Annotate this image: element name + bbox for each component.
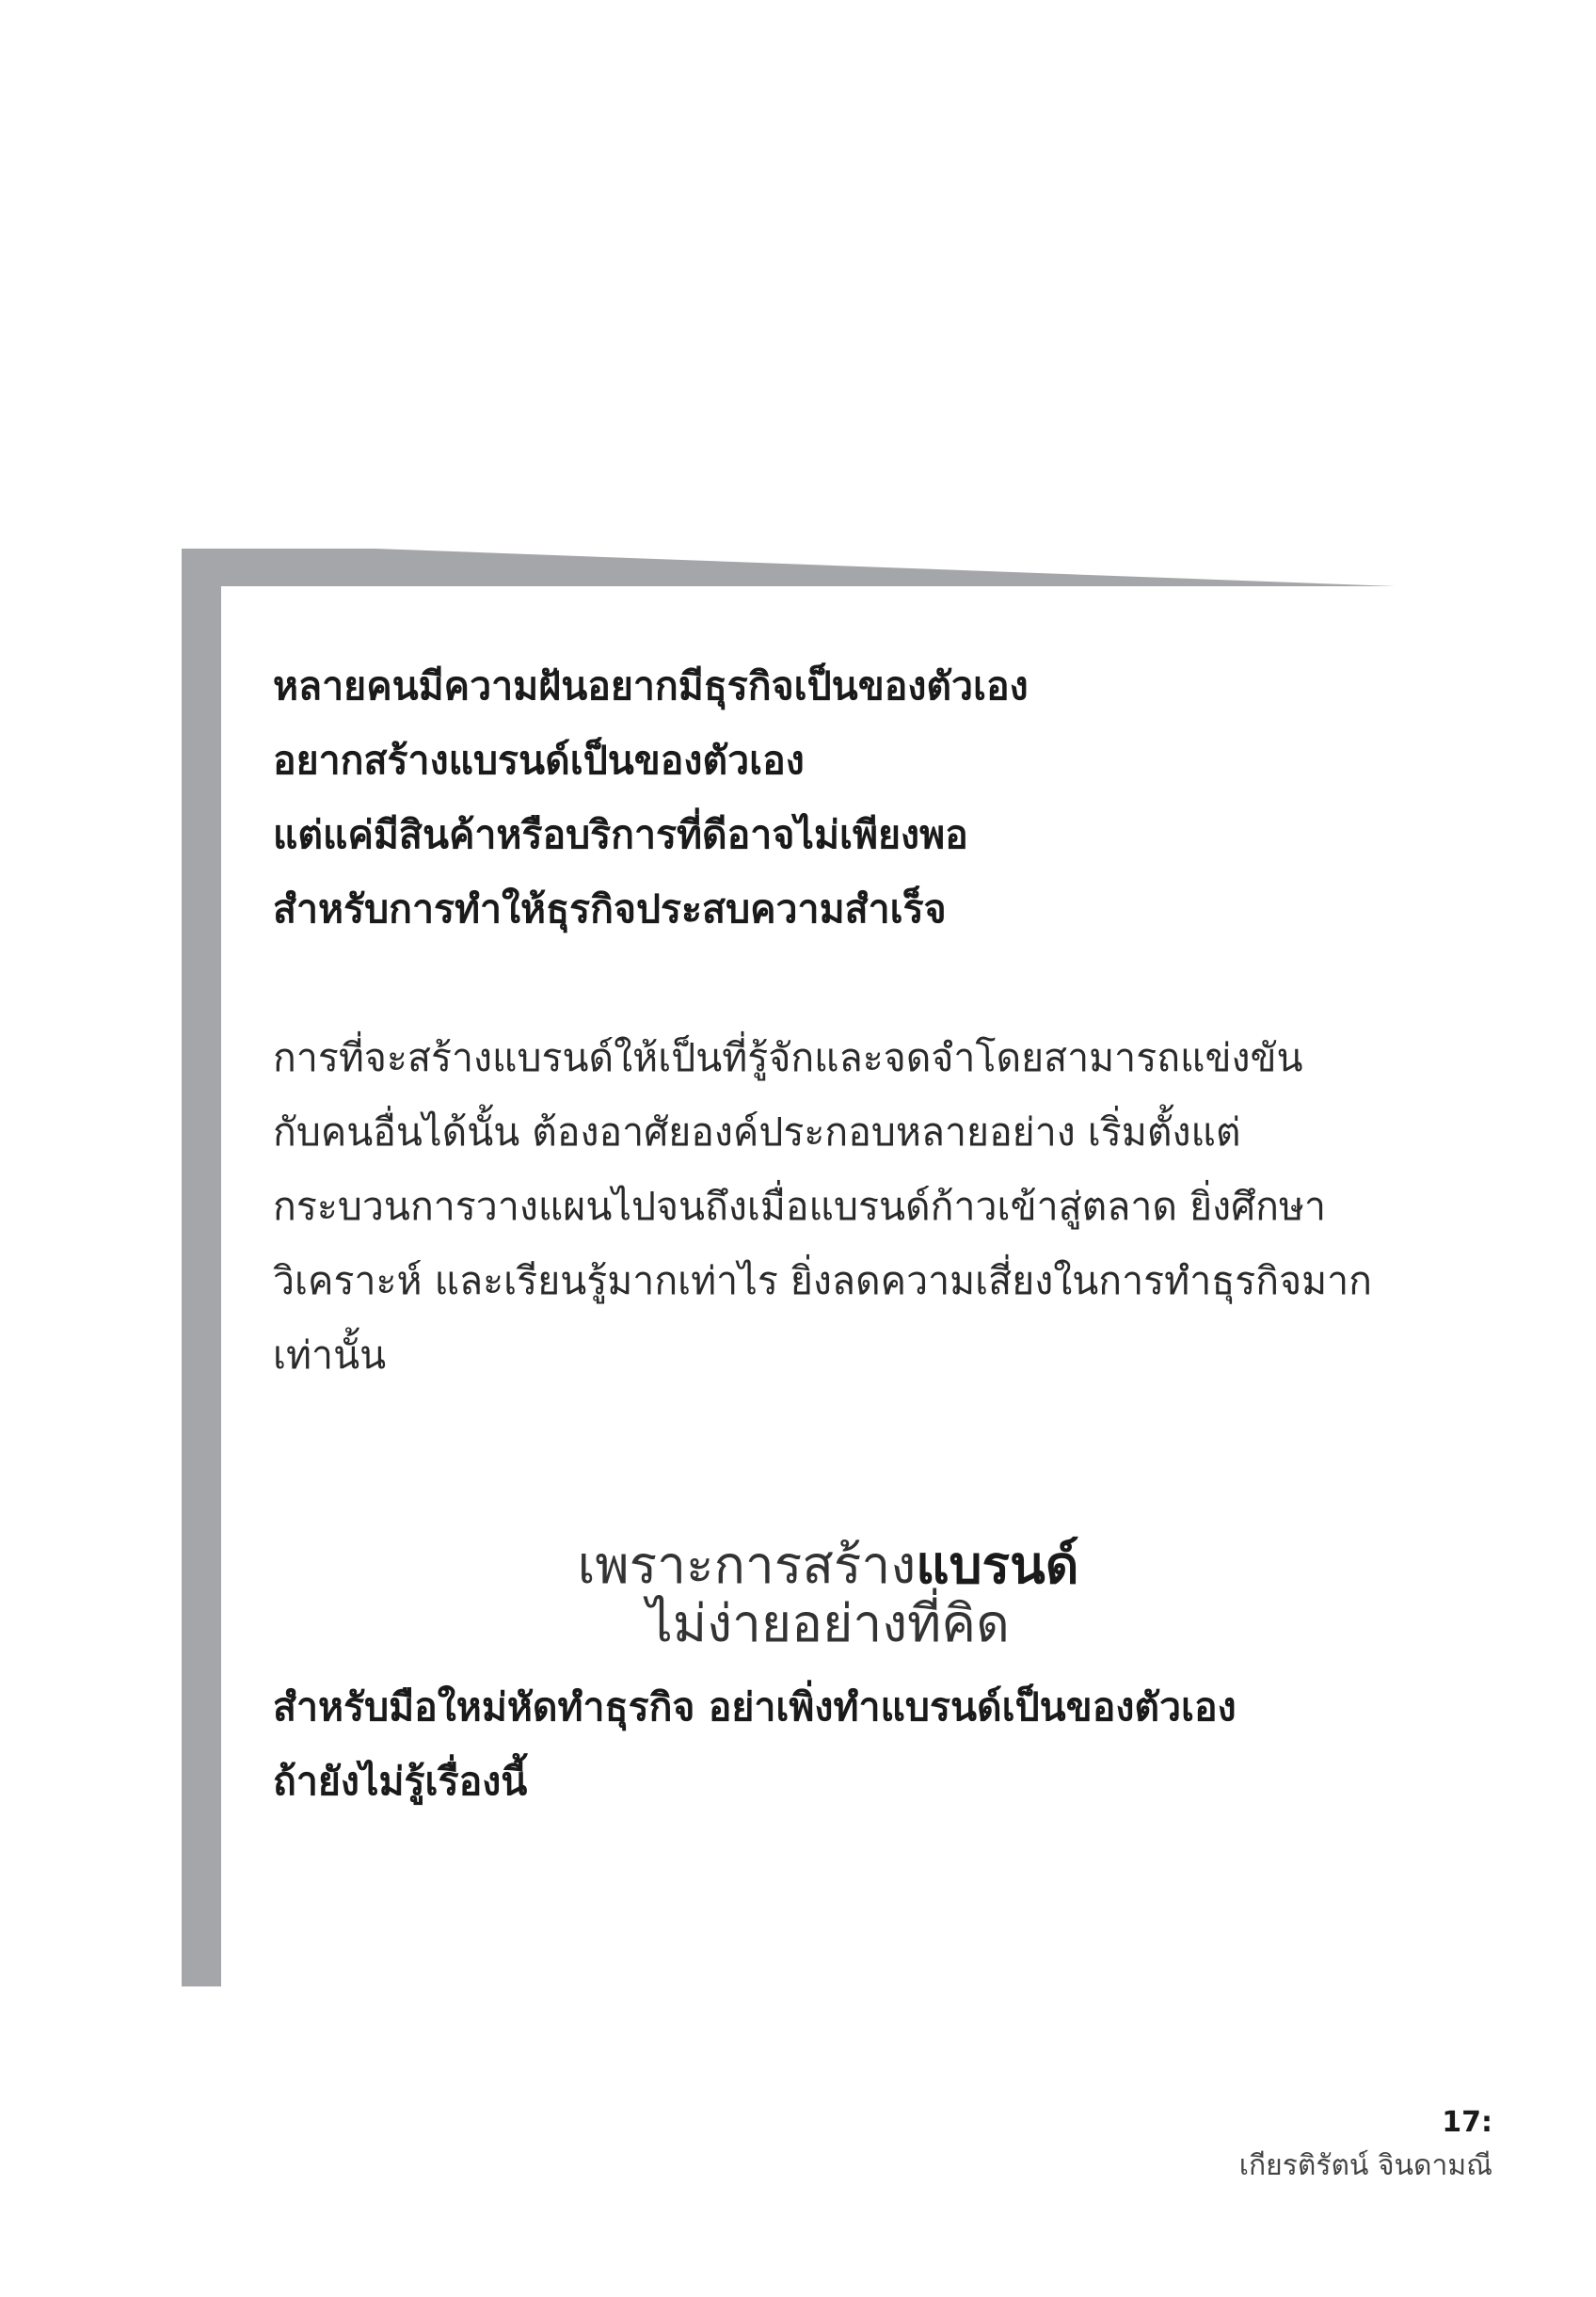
frame-left-bar bbox=[182, 549, 221, 1986]
intro-line: แต่แค่มีสินค้าหรือบริการที่ดีอาจไม่เพียงพอ bbox=[273, 812, 968, 857]
closing-line: ถ้ายังไม่รู้เรื่องนี้ bbox=[273, 1759, 528, 1804]
body-line: เท่านั้น bbox=[273, 1332, 387, 1378]
frame-top-bar bbox=[182, 549, 1396, 586]
intro-line: หลายคนมีความฝันอยากมีธุรกิจเป็นของตัวเอง bbox=[273, 663, 1029, 709]
tagline-regular-text: เพราะการสร้าง bbox=[577, 1535, 917, 1595]
closing-line: สำหรับมือใหม่หัดทำธุรกิจ อย่าเพิ่งทำแบรนด์เป็นของตัวเอง bbox=[273, 1684, 1237, 1730]
tagline-line-1 bbox=[273, 1536, 1383, 1594]
page-number: 17: bbox=[1442, 2106, 1492, 2139]
body-line: กับคนอื่นได้นั้น ต้องอาศัยองค์ประกอบหลายอย่าง เริ่มตั้งแต่ bbox=[273, 1109, 1241, 1155]
intro-line: อยากสร้างแบรนด์เป็นของตัวเอง bbox=[273, 738, 805, 783]
body-paragraph bbox=[273, 1021, 1372, 1393]
tagline bbox=[273, 1536, 1383, 1652]
body-line: กระบวนการวางแผนไปจนถึงเมื่อแบรนด์ก้าวเข้าสู่ตลาด ยิ่งศึกษา bbox=[273, 1184, 1327, 1229]
author-name: เกียรติรัตน์ จินดามณี bbox=[1238, 2149, 1492, 2182]
closing-paragraph bbox=[273, 1670, 1237, 1819]
tagline-bold-text: แบรนด์ bbox=[916, 1535, 1079, 1595]
tagline-line-2: ไม่ง่ายอย่างที่คิด bbox=[646, 1593, 1010, 1653]
body-line: วิเคราะห์ และเรียนรู้มากเท่าไร ยิ่งลดความเสี่ยงในการทำธุรกิจมาก bbox=[273, 1258, 1372, 1303]
body-line: การที่จะสร้างแบรนด์ให้เป็นที่รู้จักและจดจำโดยสามารถแข่งขัน bbox=[273, 1035, 1303, 1080]
intro-paragraph bbox=[273, 649, 1393, 947]
intro-line: สำหรับการทำให้ธุรกิจประสบความสำเร็จ bbox=[273, 886, 947, 932]
